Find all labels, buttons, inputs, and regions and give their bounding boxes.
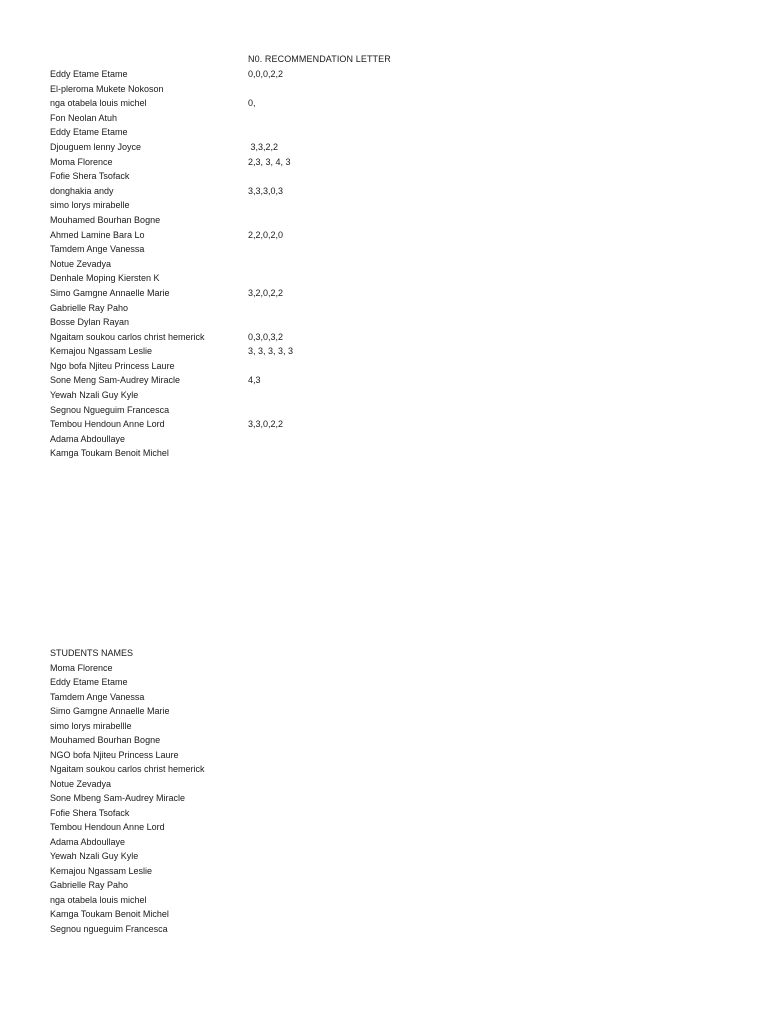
student-list-item: Notue Zevadya (50, 778, 112, 789)
student-name-cell: Eddy Etame Etame (50, 127, 128, 138)
recommendation-row (50, 301, 450, 316)
student-list-item: NGO bofa Njiteu Princess Laure (50, 749, 179, 760)
student-name-cell: Ngo bofa Njiteu Princess Laure (50, 360, 175, 371)
recommendation-value-cell: 0, (248, 98, 256, 109)
recommendation-row (50, 388, 450, 403)
recommendation-header-row (50, 54, 450, 68)
recommendation-row (50, 417, 450, 432)
recommendation-row (50, 432, 450, 447)
recommendation-value-cell: 3,3,0,2,2 (248, 419, 284, 430)
students-names-heading: STUDENTS NAMES (50, 648, 134, 658)
student-name-cell: Adama Abdoullaye (50, 433, 126, 444)
student-name-cell: Ngaitam soukou carlos christ hemerick (50, 331, 205, 342)
recommendation-row (50, 96, 450, 111)
recommendation-value-cell: 3,3,2,2 (248, 141, 279, 152)
recommendation-row (50, 446, 450, 461)
student-name-cell: Denhale Moping Kiersten K (50, 273, 160, 284)
student-list-item: simo lorys mirabellle (50, 720, 132, 731)
student-list-item: Segnou ngueguim Francesca (50, 923, 168, 934)
recommendation-row (50, 242, 450, 257)
recommendation-value-cell: 3,3,3,0,3 (248, 185, 284, 196)
student-name-cell: Fofie Shera Tsofack (50, 171, 130, 182)
student-list-item: Fofie Shera Tsofack (50, 807, 130, 818)
student-list-item: Tamdem Ange Vanessa (50, 691, 145, 702)
student-list-item: Gabrielle Ray Paho (50, 880, 129, 891)
recommendation-value-cell: 2,3, 3, 4, 3 (248, 156, 291, 167)
recommendation-value-cell: 2,2,0,2,0 (248, 229, 284, 240)
student-name-cell: Notue Zevadya (50, 258, 112, 269)
recommendation-row (50, 344, 450, 359)
recommendation-row (50, 228, 450, 243)
student-name-cell: Mouhamed Bourhan Bogne (50, 214, 161, 225)
recommendation-row (50, 125, 450, 140)
recommendation-value-cell: 3,2,0,2,2 (248, 287, 284, 298)
recommendation-table (50, 67, 450, 461)
student-name-cell: Bosse Dylan Rayan (50, 317, 130, 328)
student-list-item: Adama Abdoullaye (50, 836, 126, 847)
recommendation-row (50, 111, 450, 126)
student-list-item: Ngaitam soukou carlos christ hemerick (50, 764, 205, 775)
recommendation-row (50, 257, 450, 272)
student-list-item: Kamga Toukam Benoit Michel (50, 909, 169, 920)
student-name-cell: Kamga Toukam Benoit Michel (50, 448, 169, 459)
recommendation-value-cell: 4,3 (248, 375, 261, 386)
student-name-cell: simo lorys mirabelle (50, 200, 130, 211)
student-name-cell: Yewah Nzali Guy Kyle (50, 390, 139, 401)
student-list-item: Sone Mbeng Sam-Audrey Miracle (50, 793, 186, 804)
recommendation-row (50, 140, 450, 155)
student-list-item: Moma Florence (50, 662, 113, 673)
recommendation-column-header: N0. RECOMMENDATION LETTER (248, 54, 391, 64)
student-list-item: Tembou Hendoun Anne Lord (50, 822, 165, 833)
student-list-item: Eddy Etame Etame (50, 677, 128, 688)
student-name-cell: donghakia andy (50, 185, 114, 196)
student-list-item: Simo Gamgne Annaelle Marie (50, 706, 170, 717)
student-name-cell: Tembou Hendoun Anne Lord (50, 419, 165, 430)
student-name-cell: El-pleroma Mukete Nokoson (50, 83, 164, 94)
recommendation-row (50, 286, 450, 301)
student-name-cell: Ahmed Lamine Bara Lo (50, 229, 145, 240)
recommendation-row (50, 82, 450, 97)
student-list-item: Kemajou Ngassam Leslie (50, 865, 153, 876)
student-name-cell: Sone Meng Sam-Audrey Miracle (50, 375, 181, 386)
recommendation-row (50, 315, 450, 330)
student-name-cell: Tamdem Ange Vanessa (50, 244, 145, 255)
recommendation-row (50, 271, 450, 286)
recommendation-value-cell: 3, 3, 3, 3, 3 (248, 346, 294, 357)
student-name-cell: Simo Gamgne Annaelle Marie (50, 287, 170, 298)
student-name-cell: Fon Neolan Atuh (50, 112, 118, 123)
recommendation-row (50, 184, 450, 199)
student-name-cell: Moma Florence (50, 156, 113, 167)
student-list-item: Mouhamed Bourhan Bogne (50, 735, 161, 746)
recommendation-row (50, 373, 450, 388)
recommendation-row (50, 67, 450, 82)
recommendation-row (50, 403, 450, 418)
recommendation-row (50, 330, 450, 345)
recommendation-row (50, 213, 450, 228)
student-name-cell: nga otabela louis michel (50, 98, 147, 109)
recommendation-value-cell: 0,3,0,3,2 (248, 331, 284, 342)
recommendation-value-cell: 0,0,0,2,2 (248, 69, 284, 79)
recommendation-row (50, 198, 450, 213)
recommendation-row (50, 169, 450, 184)
student-name-cell: Kemajou Ngassam Leslie (50, 346, 153, 357)
student-list-item: nga otabela louis michel (50, 894, 147, 905)
recommendation-row (50, 155, 450, 170)
recommendation-row (50, 359, 450, 374)
student-name-cell: Segnou Ngueguim Francesca (50, 404, 170, 415)
students-names-items (50, 661, 350, 937)
student-name-cell: Gabrielle Ray Paho (50, 302, 129, 313)
students-names-list (50, 646, 350, 936)
student-name-cell: Djouguem lenny Joyce (50, 141, 142, 152)
student-name-cell: Eddy Etame Etame (50, 69, 128, 79)
student-list-item: Yewah Nzali Guy Kyle (50, 851, 139, 862)
